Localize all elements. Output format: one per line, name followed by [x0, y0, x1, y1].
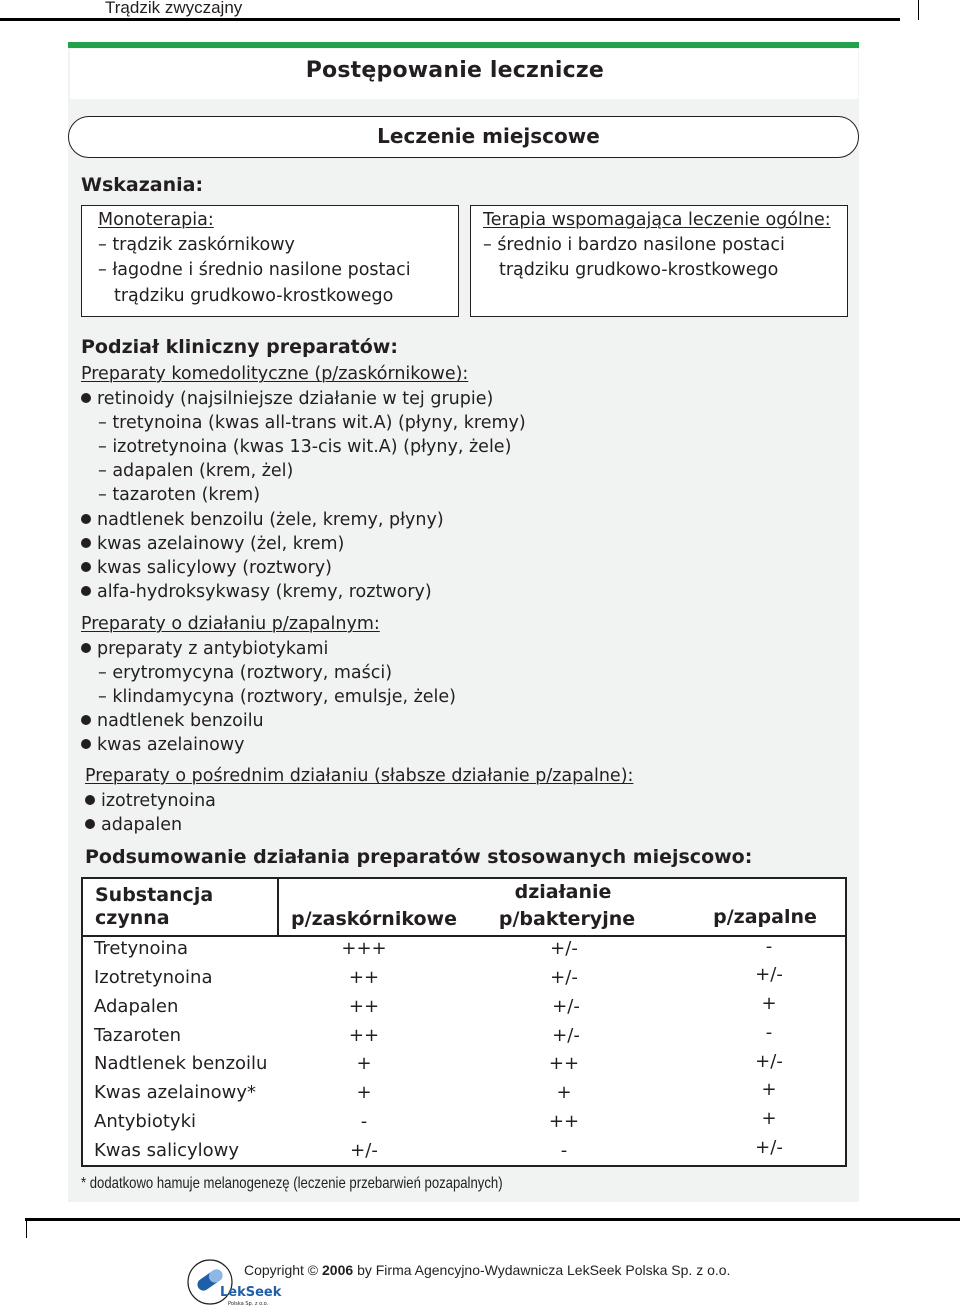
logo-wordmark: LekSeek [220, 1285, 282, 1300]
page-title: Postępowanie lecznicze [305, 58, 604, 83]
list-item: nadtlenek benzoilu [81, 711, 264, 731]
table-cell: +/- [755, 1051, 783, 1072]
bullet-dot [81, 562, 91, 572]
list-item: alfa-hydroksykwasy (kremy, roztwory) [81, 582, 432, 602]
table-border-right [845, 877, 847, 1167]
table-row-name: Tazaroten [94, 1025, 182, 1046]
table-cell: + [356, 1082, 372, 1103]
group-heading-antiinflammatory: Preparaty o działaniu p/zapalnym: [81, 614, 380, 634]
copyright-suffix: by Firma Agencyjno-Wydawnicza LekSeek Polska Sp. z o.o. [357, 1262, 731, 1278]
adjunct-therapy-box [470, 205, 848, 317]
accent-bar [68, 42, 859, 48]
footnote: * dodatkowo hamuje melanogenezę (leczenie przebarwień pozapalnych) [81, 1175, 503, 1192]
table-cell: - [765, 1022, 773, 1043]
table-cell: + [556, 1082, 572, 1103]
table-row-name: Antybiotyki [94, 1111, 197, 1132]
table-row-name: Izotretynoina [94, 967, 213, 988]
footer-rule [25, 1218, 960, 1221]
summary-title: Podsumowanie działania preparatów stosowanych miejscowo: [85, 846, 753, 868]
adjunct-heading: Terapia wspomagająca leczenie ogólne: [483, 210, 831, 230]
bullet-dot [81, 393, 91, 403]
list-item: kwas azelainowy (żel, krem) [81, 534, 344, 554]
table-row-name: Kwas azelainowy* [94, 1082, 257, 1103]
column-header-substance: czynna [95, 907, 170, 929]
list-item: – adapalen (krem, żel) [98, 461, 294, 481]
table-cell: +/- [550, 938, 578, 959]
table-cell: ++ [548, 1053, 580, 1074]
table-cell: + [356, 1053, 372, 1074]
table-header-divider [277, 877, 279, 935]
list-item: – tazaroten (krem) [98, 485, 261, 505]
list-item: – izotretynoina (kwas 13-cis wit.A) (płyny, żele) [98, 437, 512, 457]
title-box [70, 49, 858, 99]
table-cell: +/- [552, 1025, 580, 1046]
classification-title: Podział kliniczny preparatów: [81, 336, 398, 358]
list-item: retinoidy (najsilniejsze działanie w tej grupie) [81, 389, 493, 409]
table-row-name: Kwas salicylowy [94, 1140, 240, 1161]
column-header-antibacterial: p/bakteryjne [498, 908, 636, 930]
monotherapy-line: – łagodne i średnio nasilone postaci [98, 260, 411, 280]
table-cell: - [560, 1140, 568, 1161]
table-cell: ++ [348, 996, 380, 1017]
list-item: kwas azelainowy [81, 735, 244, 755]
section-pill [68, 116, 859, 158]
list-item: – erytromycyna (roztwory, maści) [98, 663, 393, 683]
copyright-year: 2006 [322, 1262, 354, 1278]
bullet-dot [81, 643, 91, 653]
table-cell: +/- [552, 996, 580, 1017]
table-cell: ++ [348, 967, 380, 988]
header-rule [0, 18, 900, 21]
table-row-name: Nadtlenek benzoilu [94, 1053, 268, 1074]
table-cell: ++ [348, 1025, 380, 1046]
bullet-dot [81, 514, 91, 524]
bullet-dot [81, 715, 91, 725]
monotherapy-line: – trądzik zaskórnikowy [98, 235, 295, 255]
table-cell: +++ [341, 938, 387, 959]
group-heading-comedolytic: Preparaty komedolityczne (p/zaskórnikowe): [81, 364, 469, 384]
header-tick [918, 0, 919, 20]
list-item: kwas salicylowy (roztwory) [81, 558, 332, 578]
bullet-dot [81, 739, 91, 749]
list-item: nadtlenek benzoilu (żele, kremy, płyny) [81, 510, 444, 530]
monotherapy-box [81, 205, 459, 317]
table-cell: ++ [548, 1111, 580, 1132]
list-item: – tretynoina (kwas all-trans wit.A) (płyny, kremy) [98, 413, 526, 433]
list-item: izotretynoina [85, 791, 216, 811]
table-border-left [81, 877, 83, 1167]
bullet-dot [85, 819, 95, 829]
monotherapy-heading: Monoterapia: [98, 210, 214, 230]
table-row-name: Tretynoina [94, 938, 188, 959]
bullet-dot [81, 586, 91, 596]
list-item: adapalen [85, 815, 182, 835]
column-header-comedolytic: p/zaskórnikowe [291, 908, 457, 930]
monotherapy-line: trądziku grudkowo-krostkowego [114, 286, 394, 306]
chapter-header: Trądzik zwyczajny [105, 0, 243, 17]
copyright-notice [244, 1262, 730, 1278]
column-header-antiinflammatory: p/zapalne [713, 906, 817, 928]
table-cell: + [761, 1108, 777, 1129]
copyright-prefix: Copyright © [244, 1262, 319, 1278]
table-border-top [81, 877, 847, 879]
adjunct-line: trądziku grudkowo-krostkowego [499, 260, 779, 280]
column-header-substance: Substancja [95, 884, 214, 906]
table-cell: +/- [550, 967, 578, 988]
table-cell: +/- [755, 964, 783, 985]
logo-subtext: Polska Sp. z o.o. [228, 1301, 269, 1307]
table-header-rule [81, 935, 847, 937]
table-cell: +/- [755, 1137, 783, 1158]
table-row-name: Adapalen [94, 996, 179, 1017]
group-heading-indirect: Preparaty o pośrednim działaniu (słabsze działanie p/zapalne): [85, 766, 634, 786]
table-cell: - [360, 1111, 368, 1132]
footer-tick [26, 1218, 27, 1238]
indications-title: Wskazania: [81, 174, 204, 196]
table-cell: + [761, 1079, 777, 1100]
list-item: preparaty z antybiotykami [81, 639, 328, 659]
table-border-bottom [81, 1165, 847, 1167]
table-cell: - [765, 936, 773, 957]
list-item: – klindamycyna (roztwory, emulsje, żele) [98, 687, 456, 707]
column-group-header: działanie [514, 881, 612, 903]
section-pill-label: Leczenie miejscowe [377, 124, 600, 148]
table-cell: +/- [350, 1140, 378, 1161]
bullet-dot [85, 795, 95, 805]
table-cell: + [761, 993, 777, 1014]
adjunct-line: – średnio i bardzo nasilone postaci [483, 235, 785, 255]
bullet-dot [81, 538, 91, 548]
